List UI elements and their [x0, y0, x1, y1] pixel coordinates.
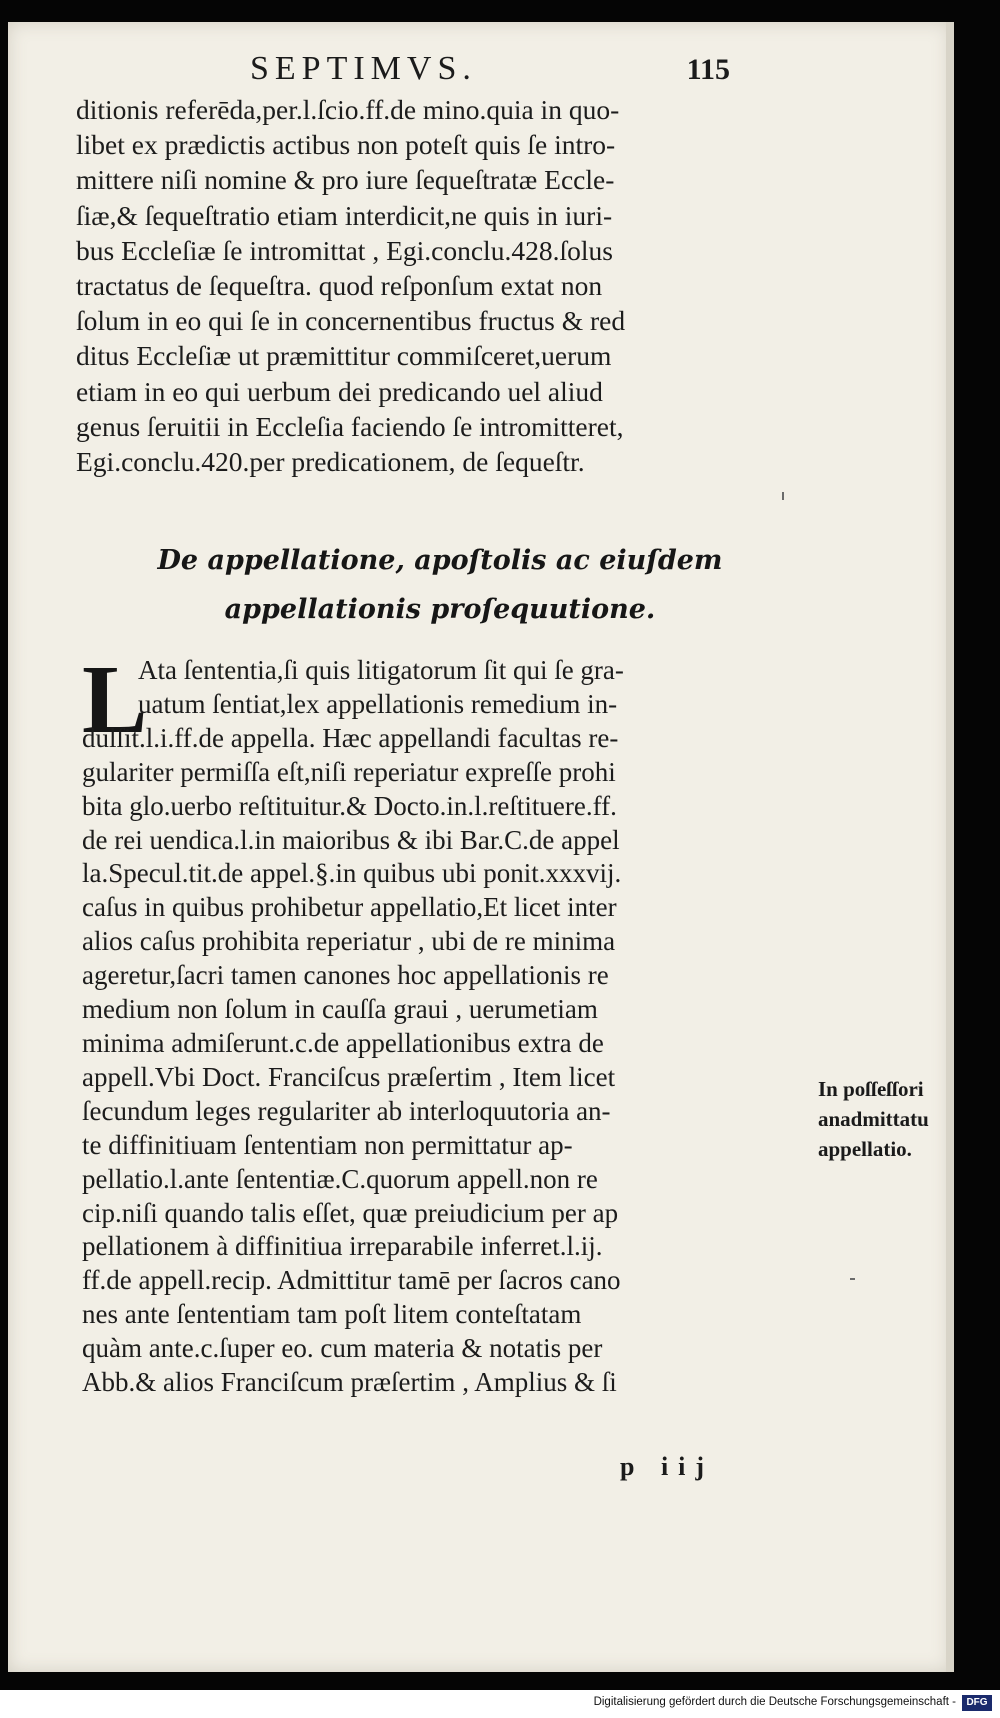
text-line: ſiæ,& ſequeſtratio etiam interdicit,ne quis in iuri-: [76, 199, 613, 231]
text-line: bita glo.uerbo reſtituitur.& Docto.in.l.reſtituere.ff.: [82, 790, 617, 821]
text-line: minima admiſerunt.c.de appellationibus extra de: [82, 1027, 604, 1058]
text-line: Abb.& alios Franciſcum præſertim , Amplius & ſi: [82, 1367, 617, 1398]
dfg-logo: DFG: [962, 1695, 992, 1711]
page-edge: [946, 22, 954, 1672]
text-line: ff.de appell.recip. Admittitur tamē per ſacros cano: [82, 1265, 621, 1296]
text-line: gulariter permiſſa eſt,niſi reperiatur expreſſe prohi: [82, 756, 616, 787]
paragraph-continuation: [76, 92, 796, 479]
marginal-note-line: appellatio.: [818, 1137, 912, 1161]
text-line: ditionis referēda,per.l.ſcio.ff.de mino.quia in quo-: [76, 94, 620, 125]
text-line: libet ex prædictis actibus non poteſt quis ſe intro-: [76, 129, 616, 161]
text-line: bus Eccleſiæ ſe intromittat , Egi.conclu.428.ſolus: [76, 234, 613, 266]
drop-cap-initial: L: [82, 646, 148, 754]
text-line: pellatio.l.ante ſententiæ.C.quorum appell.non re: [82, 1163, 598, 1194]
text-line: quàm ante.c.ſuper eo. cum materia & notatis per: [82, 1333, 603, 1364]
paper-speck: [782, 492, 784, 500]
running-title: SEPTIMVS.: [250, 50, 477, 87]
text-line: genus ſeruitii in Eccleſia faciendo ſe intromitteret,: [76, 410, 624, 442]
running-head: [250, 50, 730, 90]
text-line: tractatus de ſequeſtra. quod reſponſum extat non: [76, 270, 603, 302]
paper-speck: [850, 1278, 855, 1280]
marginal-note-line: anadmittatu: [818, 1107, 929, 1131]
heading-line: De appellatione, apoſtolis ac eiuſdem: [157, 545, 723, 576]
heading-line: appellationis proſequutione.: [224, 594, 656, 625]
text-line: de rei uendica.l.in maioribus & ibi Bar.C.de appel: [82, 824, 620, 855]
marginal-note: [818, 1074, 954, 1164]
text-line: dulſit.l.i.ff.de appella. Hæc appellandi facultas re-: [82, 722, 619, 753]
text-line: medium non ſolum in cauſſa graui , uerumetiam: [82, 994, 598, 1025]
text-line: Egi.conclu.420.per predicationem, de ſequeſtr.: [76, 446, 585, 478]
page-number: 115: [686, 53, 730, 86]
text-line: appell.Vbi Doct. Franciſcus præſertim , Item licet: [82, 1061, 616, 1092]
signature-mark: p iij: [620, 1452, 715, 1481]
text-line: cip.niſi quando talis eſſet, quæ preiudicium per ap: [82, 1197, 619, 1228]
text-line: mittere niſi nomine & pro iure ſequeſtratæ Eccle-: [76, 164, 615, 196]
text-line: uatum ſentiat,lex appellationis remedium in-: [138, 688, 618, 719]
text-line: ditus Eccleſiæ ut præmittitur commiſceret,uerum: [76, 340, 612, 372]
text-line: ageretur,ſacri tamen canones hoc appellationis re: [82, 960, 609, 991]
funding-credit: Digitalisierung gefördert durch die Deutsche Forschungsgemeinschaft -: [593, 1696, 956, 1708]
text-line: ſolum in eo qui ſe in concernentibus fructus & red: [76, 305, 626, 337]
paragraph-main: [82, 646, 798, 1400]
text-line: alios caſus prohibita reperiatur , ubi de re minima: [82, 926, 616, 957]
section-heading: [120, 536, 760, 634]
text-line: nes ante ſententiam tam poſt litem conteſtatam: [82, 1299, 582, 1330]
text-line: pellationem à diffinitiua irreparabile inferret.l.ij.: [82, 1231, 603, 1262]
text-line: etiam in eo qui uerbum dei predicando uel aliud: [76, 375, 603, 407]
text-line: Ata ſententia,ſi quis litigatorum ſit qui ſe gra-: [138, 655, 624, 685]
text-line: la.Specul.tit.de appel.§.in quibus ubi ponit.xxxvij.: [82, 858, 622, 889]
marginal-note-line: In poſſeſſori: [818, 1077, 924, 1101]
text-line: ſecundum leges regulariter ab interloquutoria an-: [82, 1095, 611, 1126]
digitization-footer: [0, 1690, 1000, 1718]
text-line: te diffinitiuam ſententiam non permittatur ap-: [82, 1129, 573, 1160]
text-line: caſus in quibus prohibetur appellatio,Et licet inter: [82, 892, 617, 923]
